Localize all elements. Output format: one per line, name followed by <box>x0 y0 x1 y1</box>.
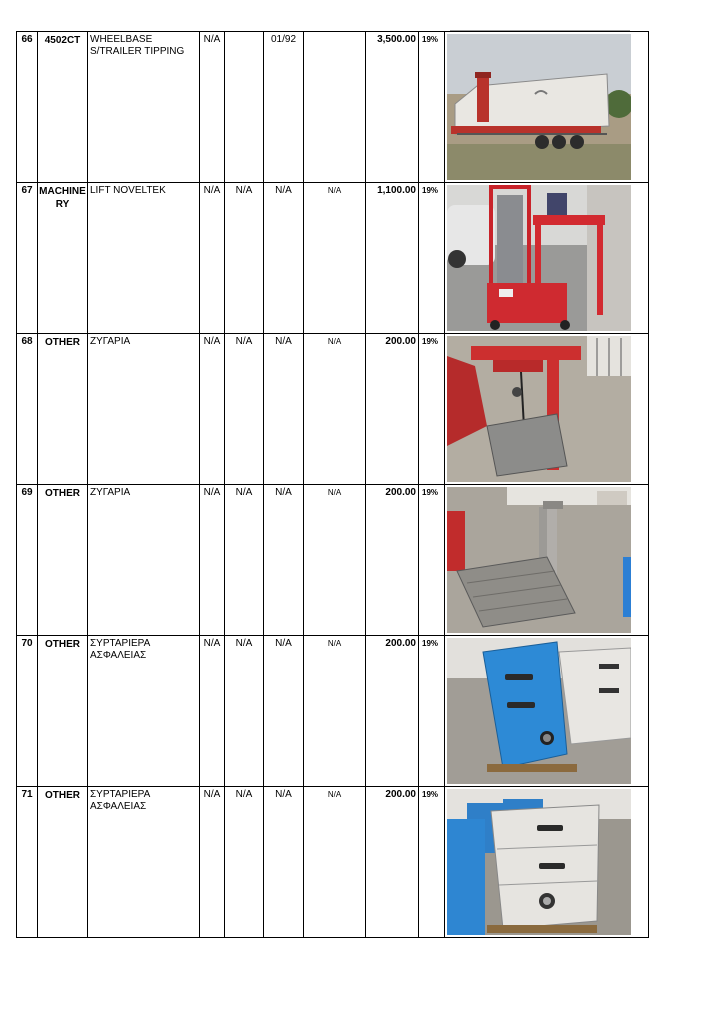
tipping-trailer-photo <box>447 34 631 180</box>
lot-field-c: N/A <box>264 787 304 938</box>
scale-photo <box>447 487 631 633</box>
table-row <box>17 183 649 334</box>
lot-field-d <box>304 32 366 183</box>
lot-number: 66 <box>17 32 38 183</box>
lot-field-b: N/A <box>225 787 264 938</box>
lot-photo-cell <box>445 636 649 787</box>
lot-category: OTHER <box>38 787 88 938</box>
lot-field-b: N/A <box>225 183 264 334</box>
lot-field-a: N/A <box>200 32 225 183</box>
lot-field-d: N/A <box>304 183 366 334</box>
lot-field-a: N/A <box>200 183 225 334</box>
lot-vat: 19% <box>419 787 445 938</box>
lot-price: 200.00 <box>366 485 419 636</box>
table-row <box>17 485 649 636</box>
lot-field-a: N/A <box>200 485 225 636</box>
lot-number: 69 <box>17 485 38 636</box>
lot-category: 4502CT <box>38 32 88 183</box>
lot-description: WHEELBASE S/TRAILER TIPPING <box>88 32 200 183</box>
lot-vat: 19% <box>419 636 445 787</box>
lot-description: LIFT NOVELTEK <box>88 183 200 334</box>
lot-field-b: N/A <box>225 334 264 485</box>
scale-photo <box>447 336 631 482</box>
lot-description: ΣΥΡΤΑΡΙΕΡΑ ΑΣΦΑΛΕΙΑΣ <box>88 787 200 938</box>
lift-photo <box>447 185 631 331</box>
table-row <box>17 787 649 938</box>
lot-field-c: 01/92 <box>264 32 304 183</box>
lot-field-c: N/A <box>264 485 304 636</box>
lot-vat: 19% <box>419 183 445 334</box>
safe-cabinet-photo <box>447 789 631 935</box>
lot-field-a: N/A <box>200 334 225 485</box>
lot-field-b <box>225 32 264 183</box>
lot-description: ΖΥΓΑΡΙΑ <box>88 485 200 636</box>
lots-table <box>16 31 649 938</box>
lot-category: OTHER <box>38 485 88 636</box>
lot-description: ΣΥΡΤΑΡΙΕΡΑ ΑΣΦΑΛΕΙΑΣ <box>88 636 200 787</box>
lot-field-d: N/A <box>304 334 366 485</box>
lot-number: 71 <box>17 787 38 938</box>
lot-category: OTHER <box>38 334 88 485</box>
lot-number: 67 <box>17 183 38 334</box>
lot-field-d: N/A <box>304 485 366 636</box>
lot-field-c: N/A <box>264 183 304 334</box>
lot-field-b: N/A <box>225 636 264 787</box>
lot-field-d: N/A <box>304 636 366 787</box>
lot-number: 68 <box>17 334 38 485</box>
lot-number: 70 <box>17 636 38 787</box>
lot-vat: 19% <box>419 334 445 485</box>
table-row <box>17 636 649 787</box>
lot-photo-cell <box>445 485 649 636</box>
lot-price: 1,100.00 <box>366 183 419 334</box>
lot-field-a: N/A <box>200 636 225 787</box>
lot-price: 200.00 <box>366 334 419 485</box>
lot-field-b: N/A <box>225 485 264 636</box>
lot-field-c: N/A <box>264 334 304 485</box>
lot-category: OTHER <box>38 636 88 787</box>
lot-photo-cell <box>445 787 649 938</box>
table-row <box>17 32 649 183</box>
lot-photo-cell <box>445 334 649 485</box>
lot-vat: 19% <box>419 485 445 636</box>
lot-price: 3,500.00 <box>366 32 419 183</box>
lot-vat: 19% <box>419 32 445 183</box>
table-row <box>17 334 649 485</box>
lot-field-c: N/A <box>264 636 304 787</box>
safe-cabinet-photo <box>447 638 631 784</box>
lot-price: 200.00 <box>366 787 419 938</box>
lot-field-d: N/A <box>304 787 366 938</box>
lot-price: 200.00 <box>366 636 419 787</box>
lot-photo-cell <box>445 183 649 334</box>
lot-field-a: N/A <box>200 787 225 938</box>
lot-photo-cell <box>445 32 649 183</box>
lot-category: MACHINE RY <box>38 183 88 334</box>
lot-description: ΖΥΓΑΡΙΑ <box>88 334 200 485</box>
